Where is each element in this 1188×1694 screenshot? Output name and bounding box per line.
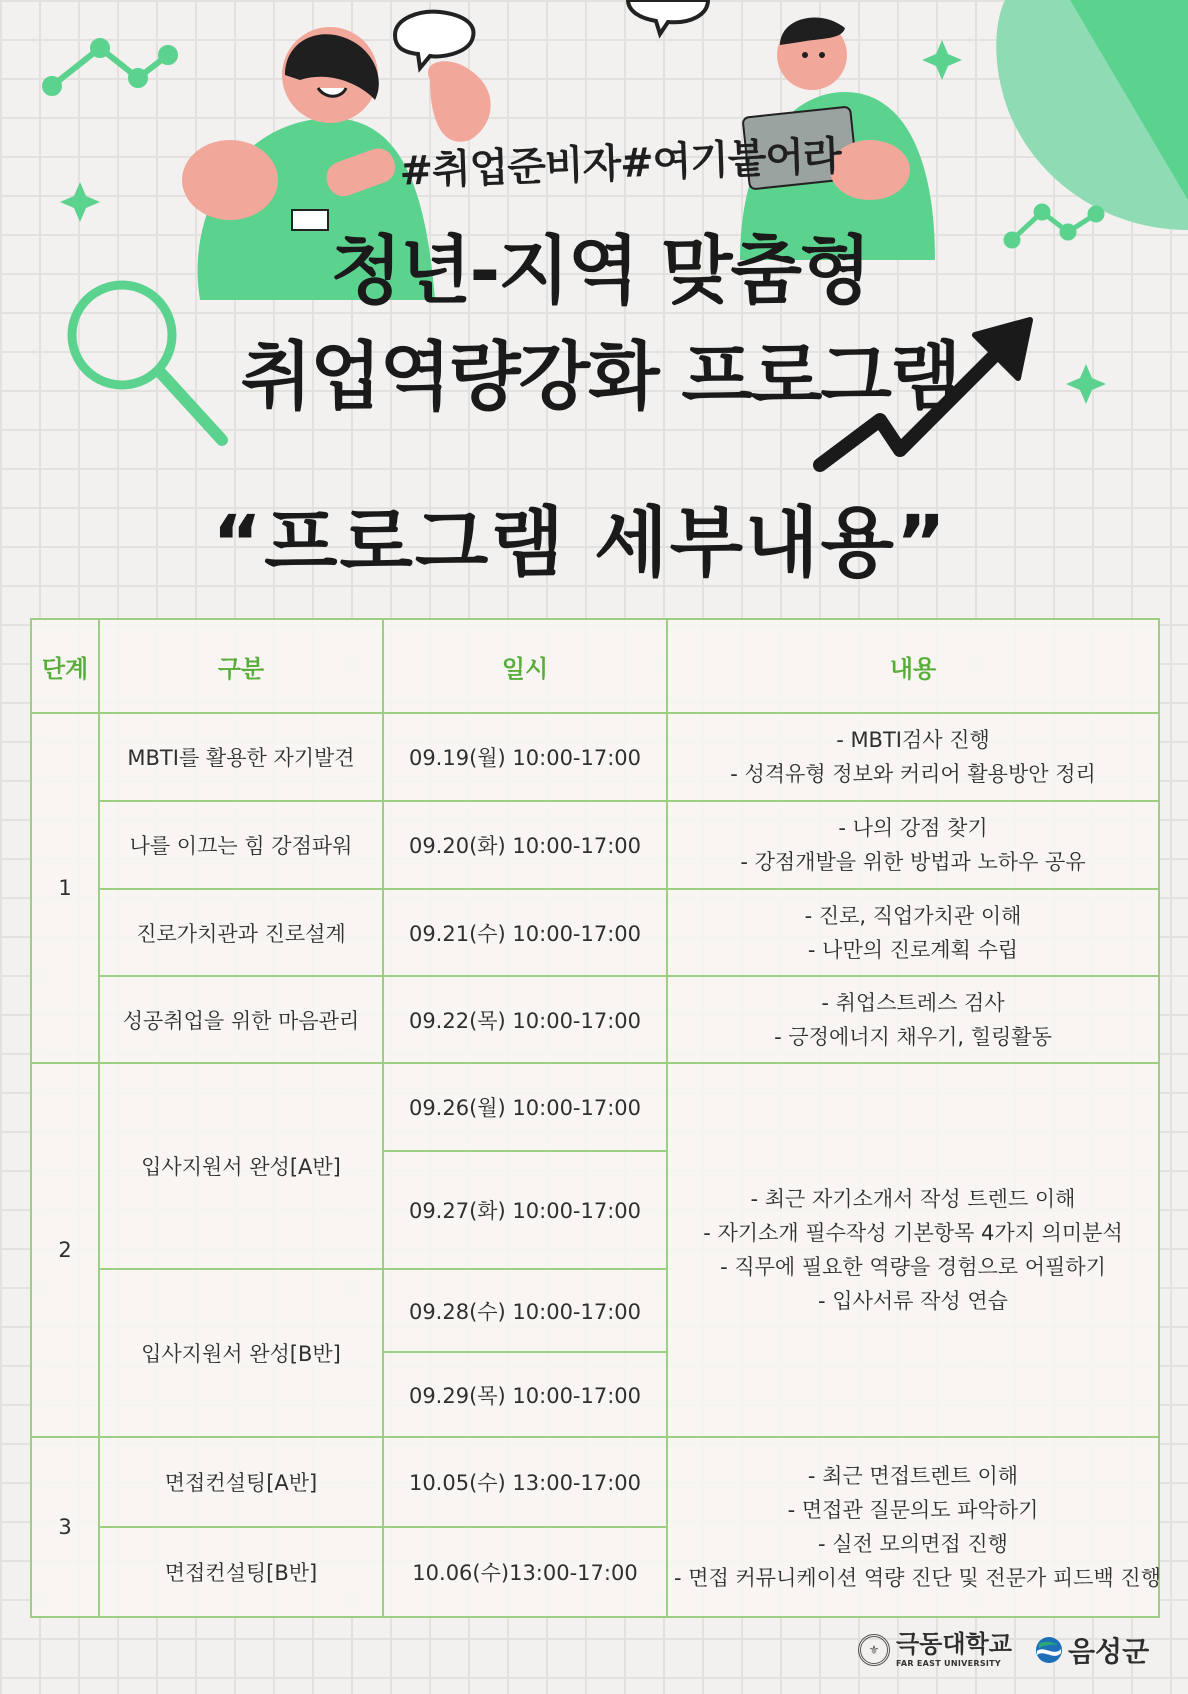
pie-chart-graphic	[996, 0, 1188, 230]
datetime-cell: 09.26(월) 10:00-17:00	[383, 1063, 667, 1151]
category-cell: 면접컨설팅[A반]	[99, 1437, 383, 1527]
content-line: - 자기소개 필수작성 기본항목 4가지 의미분석	[703, 1221, 1123, 1245]
header-stage: 단계	[31, 619, 99, 713]
content-line: - 나만의 진로계획 수립	[807, 937, 1019, 962]
content-line: - 직무에 필요한 역량을 경험으로 어필하기	[720, 1255, 1106, 1279]
table-row	[31, 976, 1159, 1063]
content-line: - 취업스트레스 검사	[821, 990, 1005, 1015]
stage-cell: 2	[31, 1063, 99, 1437]
content-line: - MBTI검사 진행	[836, 728, 990, 752]
category-cell: 나를 이끄는 힘 강점파워	[99, 801, 383, 889]
header-category: 구분	[99, 619, 383, 713]
datetime-cell: 09.19(월) 10:00-17:00	[383, 713, 667, 801]
datetime-cell: 09.29(목) 10:00-17:00	[383, 1352, 667, 1437]
datetime-cell: 09.22(목) 10:00-17:00	[383, 976, 667, 1063]
county-name: 음성군	[1068, 1635, 1150, 1668]
table-row	[31, 1063, 1159, 1151]
category-cell: 입사지원서 완성[B반]	[99, 1269, 383, 1437]
table-row	[31, 889, 1159, 976]
content-cell	[667, 1437, 1159, 1617]
stage-cell: 1	[31, 713, 99, 1063]
table-row	[31, 801, 1159, 889]
datetime-cell: 09.28(수) 10:00-17:00	[383, 1269, 667, 1352]
university-name-en: FAR EAST UNIVERSITY	[896, 1659, 1002, 1668]
university-name: 극동대학교	[896, 1630, 1012, 1658]
county-emblem-icon	[1034, 1635, 1064, 1665]
line-chart-icon	[45, 41, 175, 93]
content-cell	[667, 976, 1159, 1063]
content-cell	[667, 889, 1159, 976]
table-header-row	[31, 619, 1159, 713]
content-cell	[667, 801, 1159, 889]
content-line: - 긍정에너지 채우기, 힐링활동	[774, 1024, 1052, 1049]
header-content: 내용	[667, 619, 1159, 713]
county-logo	[1034, 1630, 1149, 1670]
schedule-table	[30, 618, 1160, 1618]
datetime-cell: 10.06(수)13:00-17:00	[383, 1527, 667, 1617]
category-cell: 면접컨설팅[B반]	[99, 1527, 383, 1617]
content-line: - 성격유형 정보와 커리어 활용방안 정리	[730, 762, 1096, 786]
poster-title-line-2: 취업역량강화 프로그램	[240, 334, 960, 420]
content-line: - 강점개발을 위한 방법과 노하우 공유	[740, 850, 1086, 874]
poster-title-line-1: 청년-지역 맞춤형	[330, 228, 870, 314]
university-logo	[858, 1632, 1012, 1668]
stage-cell: 3	[31, 1437, 99, 1617]
category-cell: 입사지원서 완성[A반]	[99, 1063, 383, 1269]
header-datetime: 일시	[383, 619, 667, 713]
poster-subtitle: “프로그램 세부내용”	[212, 498, 948, 587]
speech-bubble-icons	[395, 0, 708, 68]
datetime-cell: 10.05(수) 13:00-17:00	[383, 1437, 667, 1527]
content-cell	[667, 1063, 1159, 1437]
table-row	[31, 1437, 1159, 1527]
datetime-cell: 09.21(수) 10:00-17:00	[383, 889, 667, 976]
content-line: - 나의 강점 찾기	[838, 816, 988, 840]
table-row	[31, 713, 1159, 801]
datetime-cell: 09.27(화) 10:00-17:00	[383, 1151, 667, 1269]
content-line: - 면접관 질문의도 파악하기	[787, 1498, 1039, 1522]
content-line: - 진로, 직업가치관 이해	[804, 903, 1022, 928]
category-cell: 진로가치관과 진로설계	[99, 889, 383, 976]
content-line: - 최근 자기소개서 작성 트렌드 이해	[750, 1187, 1076, 1211]
category-cell: MBTI를 활용한 자기발견	[99, 713, 383, 801]
content-cell	[667, 713, 1159, 801]
hashtag-line: #취업준비자#여기붙어라	[398, 133, 842, 195]
datetime-cell: 09.20(화) 10:00-17:00	[383, 801, 667, 889]
content-line: - 입사서류 작성 연습	[818, 1289, 1008, 1313]
content-line: - 면접 커뮤니케이션 역량 진단 및 전문가 피드백 진행	[674, 1566, 1161, 1590]
content-line: - 실전 모의면접 진행	[818, 1532, 1008, 1556]
content-line: - 최근 면접트렌트 이해	[807, 1464, 1019, 1488]
university-emblem-icon: ⚜	[858, 1634, 890, 1666]
category-cell: 성공취업을 위한 마음관리	[99, 976, 383, 1063]
